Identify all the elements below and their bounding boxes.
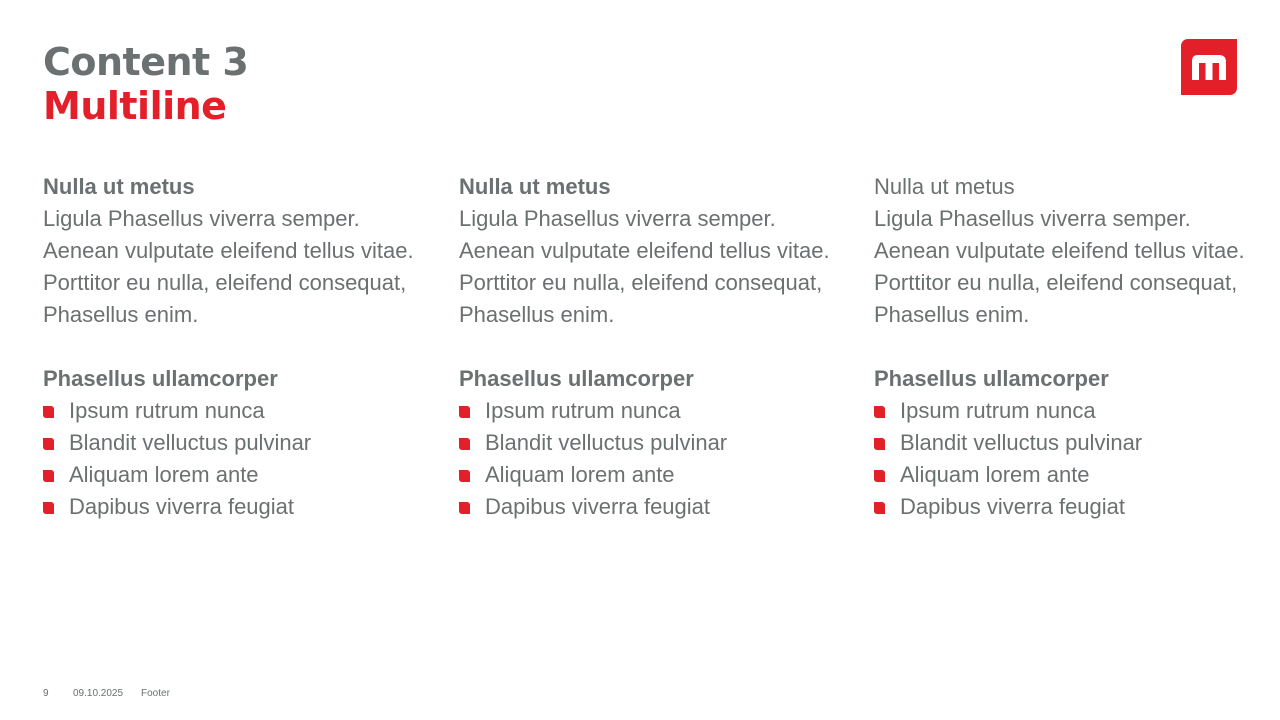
bullet-list <box>459 395 839 523</box>
column-paragraph: Ligula Phasellus viverra semper. Aenean vulputate eleifend tellus vitae. Porttitor eu nulla, eleifend consequat, Phasellus enim. <box>874 206 1245 327</box>
list-item <box>874 395 1254 427</box>
column-heading: Nulla ut metus <box>43 174 195 199</box>
list-heading: Phasellus ullamcorper <box>43 366 278 391</box>
list-heading: Phasellus ullamcorper <box>459 366 694 391</box>
column-paragraph: Ligula Phasellus viverra semper. Aenean vulputate eleifend tellus vitae. Porttitor eu nulla, eleifend consequat, Phasellus enim. <box>43 206 414 327</box>
list-item <box>459 459 839 491</box>
content-column-3 <box>874 171 1254 523</box>
list-item-text: Ipsum rutrum nunca <box>69 398 265 423</box>
bullet-icon <box>874 438 885 450</box>
page-number: 9 <box>43 688 49 699</box>
column-heading: Nulla ut metus <box>874 174 1015 199</box>
bullet-icon <box>874 406 885 418</box>
list-item-text: Blandit velluctus pulvinar <box>485 430 728 455</box>
page-title: Content 3 <box>43 40 249 84</box>
m-logo-icon <box>1181 39 1237 95</box>
list-item <box>874 459 1254 491</box>
list-item <box>874 427 1254 459</box>
footer-text: Footer <box>141 688 170 699</box>
bullet-icon <box>43 502 54 514</box>
list-item-text: Dapibus viverra feugiat <box>900 494 1126 519</box>
list-item <box>43 427 423 459</box>
list-item-text: Aliquam lorem ante <box>485 462 675 487</box>
bullet-icon <box>874 470 885 482</box>
column-heading: Nulla ut metus <box>459 174 611 199</box>
column-paragraph: Ligula Phasellus viverra semper. Aenean vulputate eleifend tellus vitae. Porttitor eu nulla, eleifend consequat, Phasellus enim. <box>459 206 830 327</box>
list-heading: Phasellus ullamcorper <box>874 366 1109 391</box>
bullet-icon <box>459 406 470 418</box>
title-block <box>43 40 248 128</box>
list-item-text: Aliquam lorem ante <box>900 462 1090 487</box>
footer-date: 09.10.2025 <box>73 688 124 699</box>
list-item <box>874 491 1254 523</box>
list-item-text: Blandit velluctus pulvinar <box>900 430 1143 455</box>
content-column-1 <box>43 171 423 523</box>
bullet-icon <box>874 502 885 514</box>
list-item-text: Blandit velluctus pulvinar <box>69 430 312 455</box>
bullet-list <box>874 395 1254 523</box>
list-item <box>459 427 839 459</box>
bullet-icon <box>459 470 470 482</box>
list-item-text: Ipsum rutrum nunca <box>900 398 1096 423</box>
bullet-icon <box>459 502 470 514</box>
bullet-icon <box>43 406 54 418</box>
bullet-icon <box>43 438 54 450</box>
list-item-text: Dapibus viverra feugiat <box>485 494 711 519</box>
bullet-icon <box>43 470 54 482</box>
list-item <box>459 395 839 427</box>
list-item-text: Ipsum rutrum nunca <box>485 398 681 423</box>
list-item-text: Aliquam lorem ante <box>69 462 259 487</box>
content-column-2 <box>459 171 839 523</box>
list-item <box>43 491 423 523</box>
list-item <box>43 395 423 427</box>
list-item <box>459 491 839 523</box>
list-item <box>43 459 423 491</box>
bullet-icon <box>459 438 470 450</box>
bullet-list <box>43 395 423 523</box>
list-item-text: Dapibus viverra feugiat <box>69 494 295 519</box>
page-subtitle: Multiline <box>43 84 227 128</box>
